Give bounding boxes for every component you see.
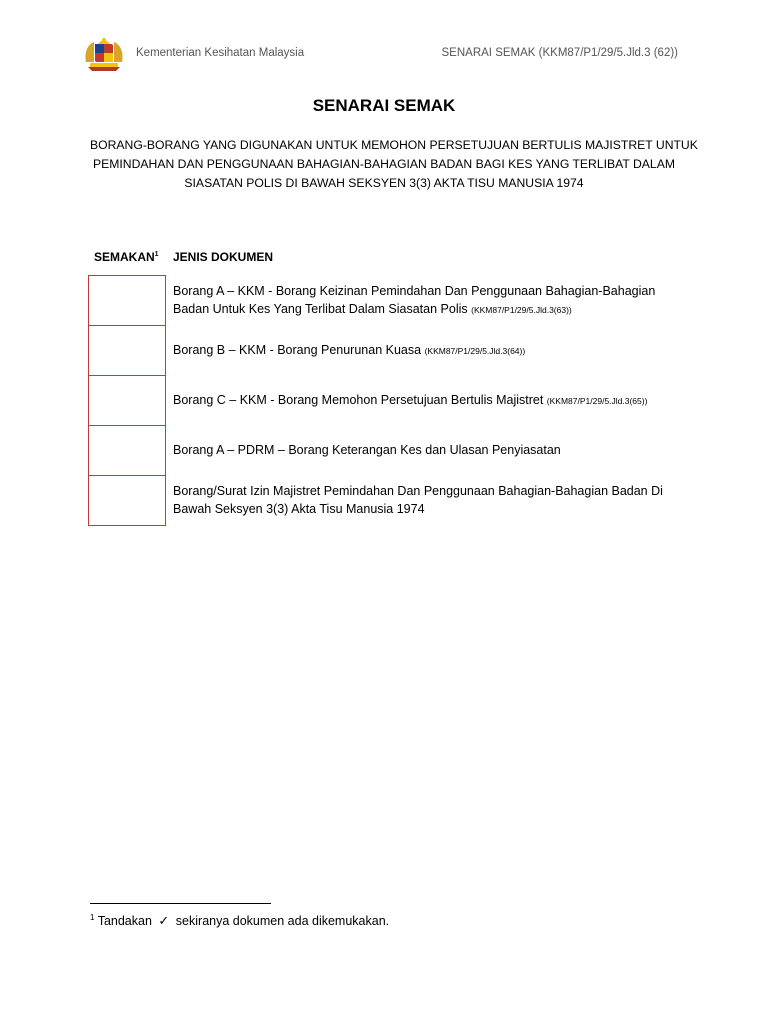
page-title: SENARAI SEMAK	[312, 96, 456, 115]
checkbox-borang-a-kkm[interactable]	[88, 275, 166, 325]
table-row	[88, 275, 688, 325]
page-subtitle	[90, 136, 698, 193]
document-label: Borang A – PDRM – Borang Keterangan Kes dan Ulasan Penyiasatan	[173, 443, 561, 457]
checkbox-surat-izin-majistret[interactable]	[88, 475, 166, 526]
document-label: Borang A – KKM - Borang Keizinan Pemindahan Dan Penggunaan Bahagian-Bahagian Badan Untuk Kes Yang Terlibat Dalam Siasatan Polis (KKM87/P1/29/5.Jld.3(63))	[173, 283, 656, 316]
checkbox-borang-b-kkm[interactable]	[88, 325, 166, 375]
checkbox-borang-c-kkm[interactable]	[88, 375, 166, 425]
table-row	[88, 475, 688, 525]
checkbox-borang-a-pdrm[interactable]	[88, 425, 166, 475]
document-reference: SENARAI SEMAK (KKM87/P1/29/5.Jld.3 (62))	[441, 47, 678, 59]
document-label: Borang C – KKM - Borang Memohon Persetujuan Bertulis Majistret (KKM87/P1/29/5.Jld.3(65))	[173, 392, 648, 407]
table-row	[88, 425, 688, 475]
footnote: $^1$ Tandakan ✓ sekiranya dokumen ada dikemukakan.	[90, 913, 390, 929]
column-header-jenis-dokumen: JENIS DOKUMEN	[173, 250, 274, 264]
malaysia-coat-of-arms-logo	[82, 36, 126, 72]
subtitle-line: BORANG-BORANG YANG DIGUNAKAN UNTUK MEMOHON PERSETUJUAN BERTULIS MAJISTRET UNTUK	[90, 138, 698, 152]
subtitle-line: PEMINDAHAN DAN PENGGUNAAN BAHAGIAN-BAHAGIAN BADAN BAGI KES YANG TERLIBAT DALAM	[93, 157, 675, 171]
checklist-table	[88, 275, 688, 525]
subtitle-line: SIASATAN POLIS DI BAWAH SEKSYEN 3(3) AKTA TISU MANUSIA 1974	[184, 176, 584, 190]
document-label: Borang/Surat Izin Majistret Pemindahan Dan Penggunaan Bahagian-Bahagian Badan Di Bawah Seksyen 3(3) Akta Tisu Manusia 1974	[173, 484, 663, 516]
document-label: Borang B – KKM - Borang Penurunan Kuasa (KKM87/P1/29/5.Jld.3(64))	[173, 342, 526, 357]
column-header-semakan: SEMAKAN$^1$	[94, 250, 159, 264]
table-row	[88, 325, 688, 375]
table-row	[88, 375, 688, 425]
footnote-divider	[90, 903, 271, 904]
page-header	[82, 36, 678, 74]
checkmark-icon: ✓	[158, 913, 170, 929]
organization-name: Kementerian Kesihatan Malaysia	[136, 47, 305, 59]
